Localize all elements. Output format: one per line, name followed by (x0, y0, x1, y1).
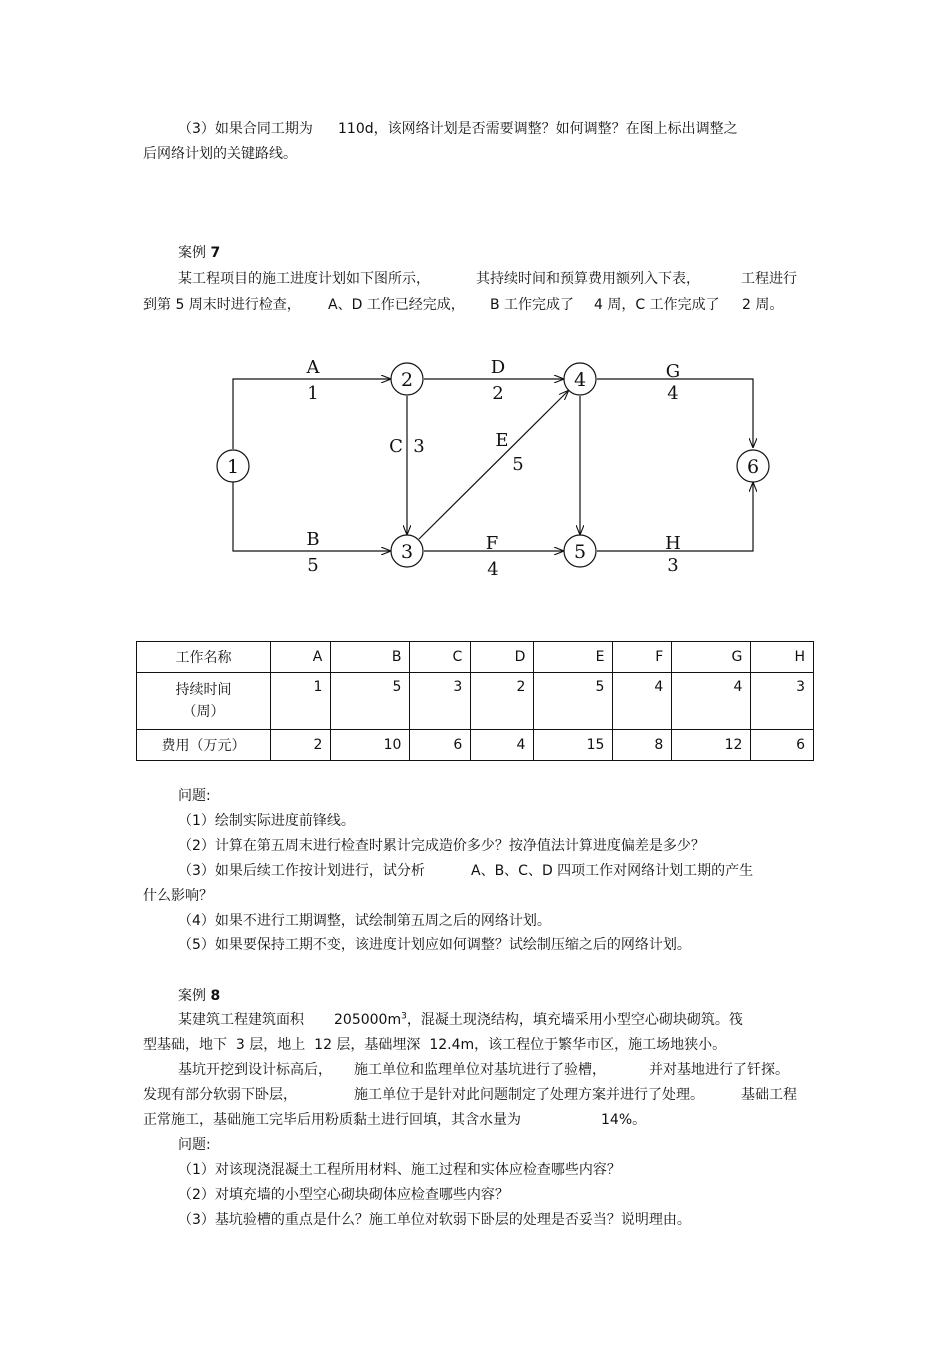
activity-a-name: A (306, 357, 320, 378)
case8-q1: （1）对该现浇混凝土工程所用材料、施工过程和实体应检查哪些内容？ (178, 1162, 621, 1178)
case7-para-line2-a: 到第 5 周末时进行检查， (143, 297, 301, 313)
prev-q3-line2: 后网络计划的关键路线。 (143, 146, 297, 162)
case7-title-prefix: 案例 (178, 245, 206, 261)
table-col-g: G (672, 642, 751, 673)
case7-para-line2-d: 4 周，C 工作完成了 (594, 297, 720, 313)
cost-f: 8 (613, 730, 672, 761)
duration-h: 3 (751, 673, 814, 730)
case7-q3-a: （3）如果后续工作按计划进行，试分析 (178, 863, 425, 879)
table-col-c: C (410, 642, 471, 673)
activity-e-duration: 5 (512, 454, 524, 475)
case8-title (178, 987, 220, 1005)
activity-g-duration: 4 (667, 383, 679, 404)
case7-q1: （1）绘制实际进度前锋线。 (178, 813, 355, 829)
case8-p4-c: 基础工程 (741, 1087, 797, 1103)
case8-q3: （3）基坑验槽的重点是什么？施工单位对软弱下卧层的处理是否妥当？说明理由。 (178, 1212, 691, 1228)
case8-p3-c: 并对基地进行了钎探。 (649, 1062, 789, 1078)
case7-q4: （4）如果不进行工期调整，试绘制第五周之后的网络计划。 (178, 913, 551, 929)
table-col-f: F (613, 642, 672, 673)
activity-b-duration: 5 (307, 555, 319, 576)
activity-d-name: D (490, 357, 506, 378)
activity-f-name: F (485, 533, 499, 554)
activity-h-name: H (665, 533, 681, 554)
work-data-table (136, 641, 814, 761)
table-duration-label (137, 673, 271, 730)
activity-d-duration: 2 (492, 383, 504, 404)
table-header-label: 工作名称 (137, 642, 271, 673)
case8-questions-label: 问题: (178, 1137, 211, 1153)
prev-q3-line1-a: （3）如果合同工期为 (178, 121, 313, 137)
duration-f: 4 (613, 673, 672, 730)
duration-label-line2: （周） (182, 704, 225, 720)
case8-p1-b (334, 1011, 743, 1029)
activity-f-duration: 4 (487, 559, 499, 580)
table-col-d: D (471, 642, 534, 673)
table-col-b: B (331, 642, 410, 673)
cost-h: 6 (751, 730, 814, 761)
case8-q2: （2）对填充墙的小型空心砌块砌体应检查哪些内容？ (178, 1187, 509, 1203)
cost-c: 6 (410, 730, 471, 761)
case8-p5-b: 14%。 (601, 1112, 647, 1128)
node-1-label: 1 (226, 456, 240, 478)
table-col-a: A (271, 642, 331, 673)
activity-a-duration: 1 (307, 383, 319, 404)
duration-e: 5 (534, 673, 613, 730)
table-cost-label: 费用（万元） (137, 730, 271, 761)
cost-a: 2 (271, 730, 331, 761)
case8-area-sup: 3 (401, 1011, 407, 1022)
duration-a: 1 (271, 673, 331, 730)
case8-title-prefix: 案例 (178, 988, 206, 1004)
case8-p4-b: 施工单位于是针对此问题制定了处理方案并进行了处理。 (354, 1087, 704, 1103)
cost-e: 15 (534, 730, 613, 761)
cost-b: 10 (331, 730, 410, 761)
node-5-label: 5 (573, 541, 587, 563)
duration-label-line1: 持续时间 (175, 682, 232, 698)
case7-para-line1-c: 工程进行 (741, 271, 797, 287)
cost-g: 12 (672, 730, 751, 761)
case8-p1-a: 某建筑工程建筑面积 (178, 1012, 304, 1028)
node-6-label: 6 (746, 456, 760, 478)
case8-p3-a: 基坑开挖到设计标高后， (178, 1062, 332, 1078)
prev-q3-line1-b: 110d，该网络计划是否需要调整？如何调整？在图上标出调整之 (338, 121, 738, 137)
node-2-label: 2 (400, 369, 414, 391)
table-row-duration (137, 673, 814, 730)
case8-p1-c: ，混凝土现浇结构，填充墙采用小型空心砌块砌筑。筏 (406, 1012, 743, 1028)
activity-g-name: G (665, 361, 681, 382)
table-row-cost (137, 730, 814, 761)
cost-d: 4 (471, 730, 534, 761)
duration-g: 4 (672, 673, 751, 730)
activity-h-duration: 3 (667, 555, 679, 576)
duration-d: 2 (471, 673, 534, 730)
table-row-header (137, 642, 814, 673)
case7-title-num: 7 (210, 245, 221, 261)
table-col-e: E (534, 642, 613, 673)
case7-para-line2-e: 2 周。 (742, 297, 784, 313)
case7-q2: （2）计算在第五周末进行检查时累计完成造价多少？按净值法计算进度偏差是多少？ (178, 838, 705, 854)
node-4-label: 4 (573, 369, 587, 391)
case8-p5-a: 正常施工，基础施工完毕后用粉质黏土进行回填，其含水量为 (143, 1112, 521, 1128)
activity-c-duration: 3 (413, 436, 425, 457)
case8-p4-a: 发现有部分软弱下卧层， (143, 1087, 297, 1103)
duration-c: 3 (410, 673, 471, 730)
network-diagram (0, 0, 950, 620)
node-3-label: 3 (400, 541, 414, 563)
case7-para-line2-b: A、D 工作已经完成， (328, 297, 465, 313)
case8-p3-b: 施工单位和监理单位对基坑进行了验槽， (354, 1062, 606, 1078)
activity-e-arrow (419, 391, 568, 539)
case7-q3-b: A、B、C、D 四项工作对网络计划工期的产生 (471, 863, 754, 879)
case7-para-line1-a: 某工程项目的施工进度计划如下图所示， (178, 271, 430, 287)
activity-b-name: B (306, 529, 320, 550)
case8-title-num: 8 (210, 988, 221, 1004)
case7-q5: （5）如果要保持工期不变，该进度计划应如何调整？试绘制压缩之后的网络计划。 (178, 937, 691, 953)
case7-para-line1-b: 其持续时间和预算费用额列入下表， (476, 271, 700, 287)
case7-questions-label: 问题: (178, 788, 211, 804)
table-col-h: H (751, 642, 814, 673)
duration-b: 5 (331, 673, 410, 730)
activity-c-name: C (389, 436, 403, 457)
case8-p2: 型基础，地下 3 层，地上 12 层，基础埋深 12.4m，该工程位于繁华市区，施工场地狭小。 (143, 1037, 727, 1053)
case7-q3-c: 什么影响？ (143, 888, 213, 904)
case7-para-line2-c: B 工作完成了 (490, 297, 575, 313)
activity-e-name: E (495, 430, 509, 451)
case8-area-value: 205000m (334, 1012, 402, 1028)
